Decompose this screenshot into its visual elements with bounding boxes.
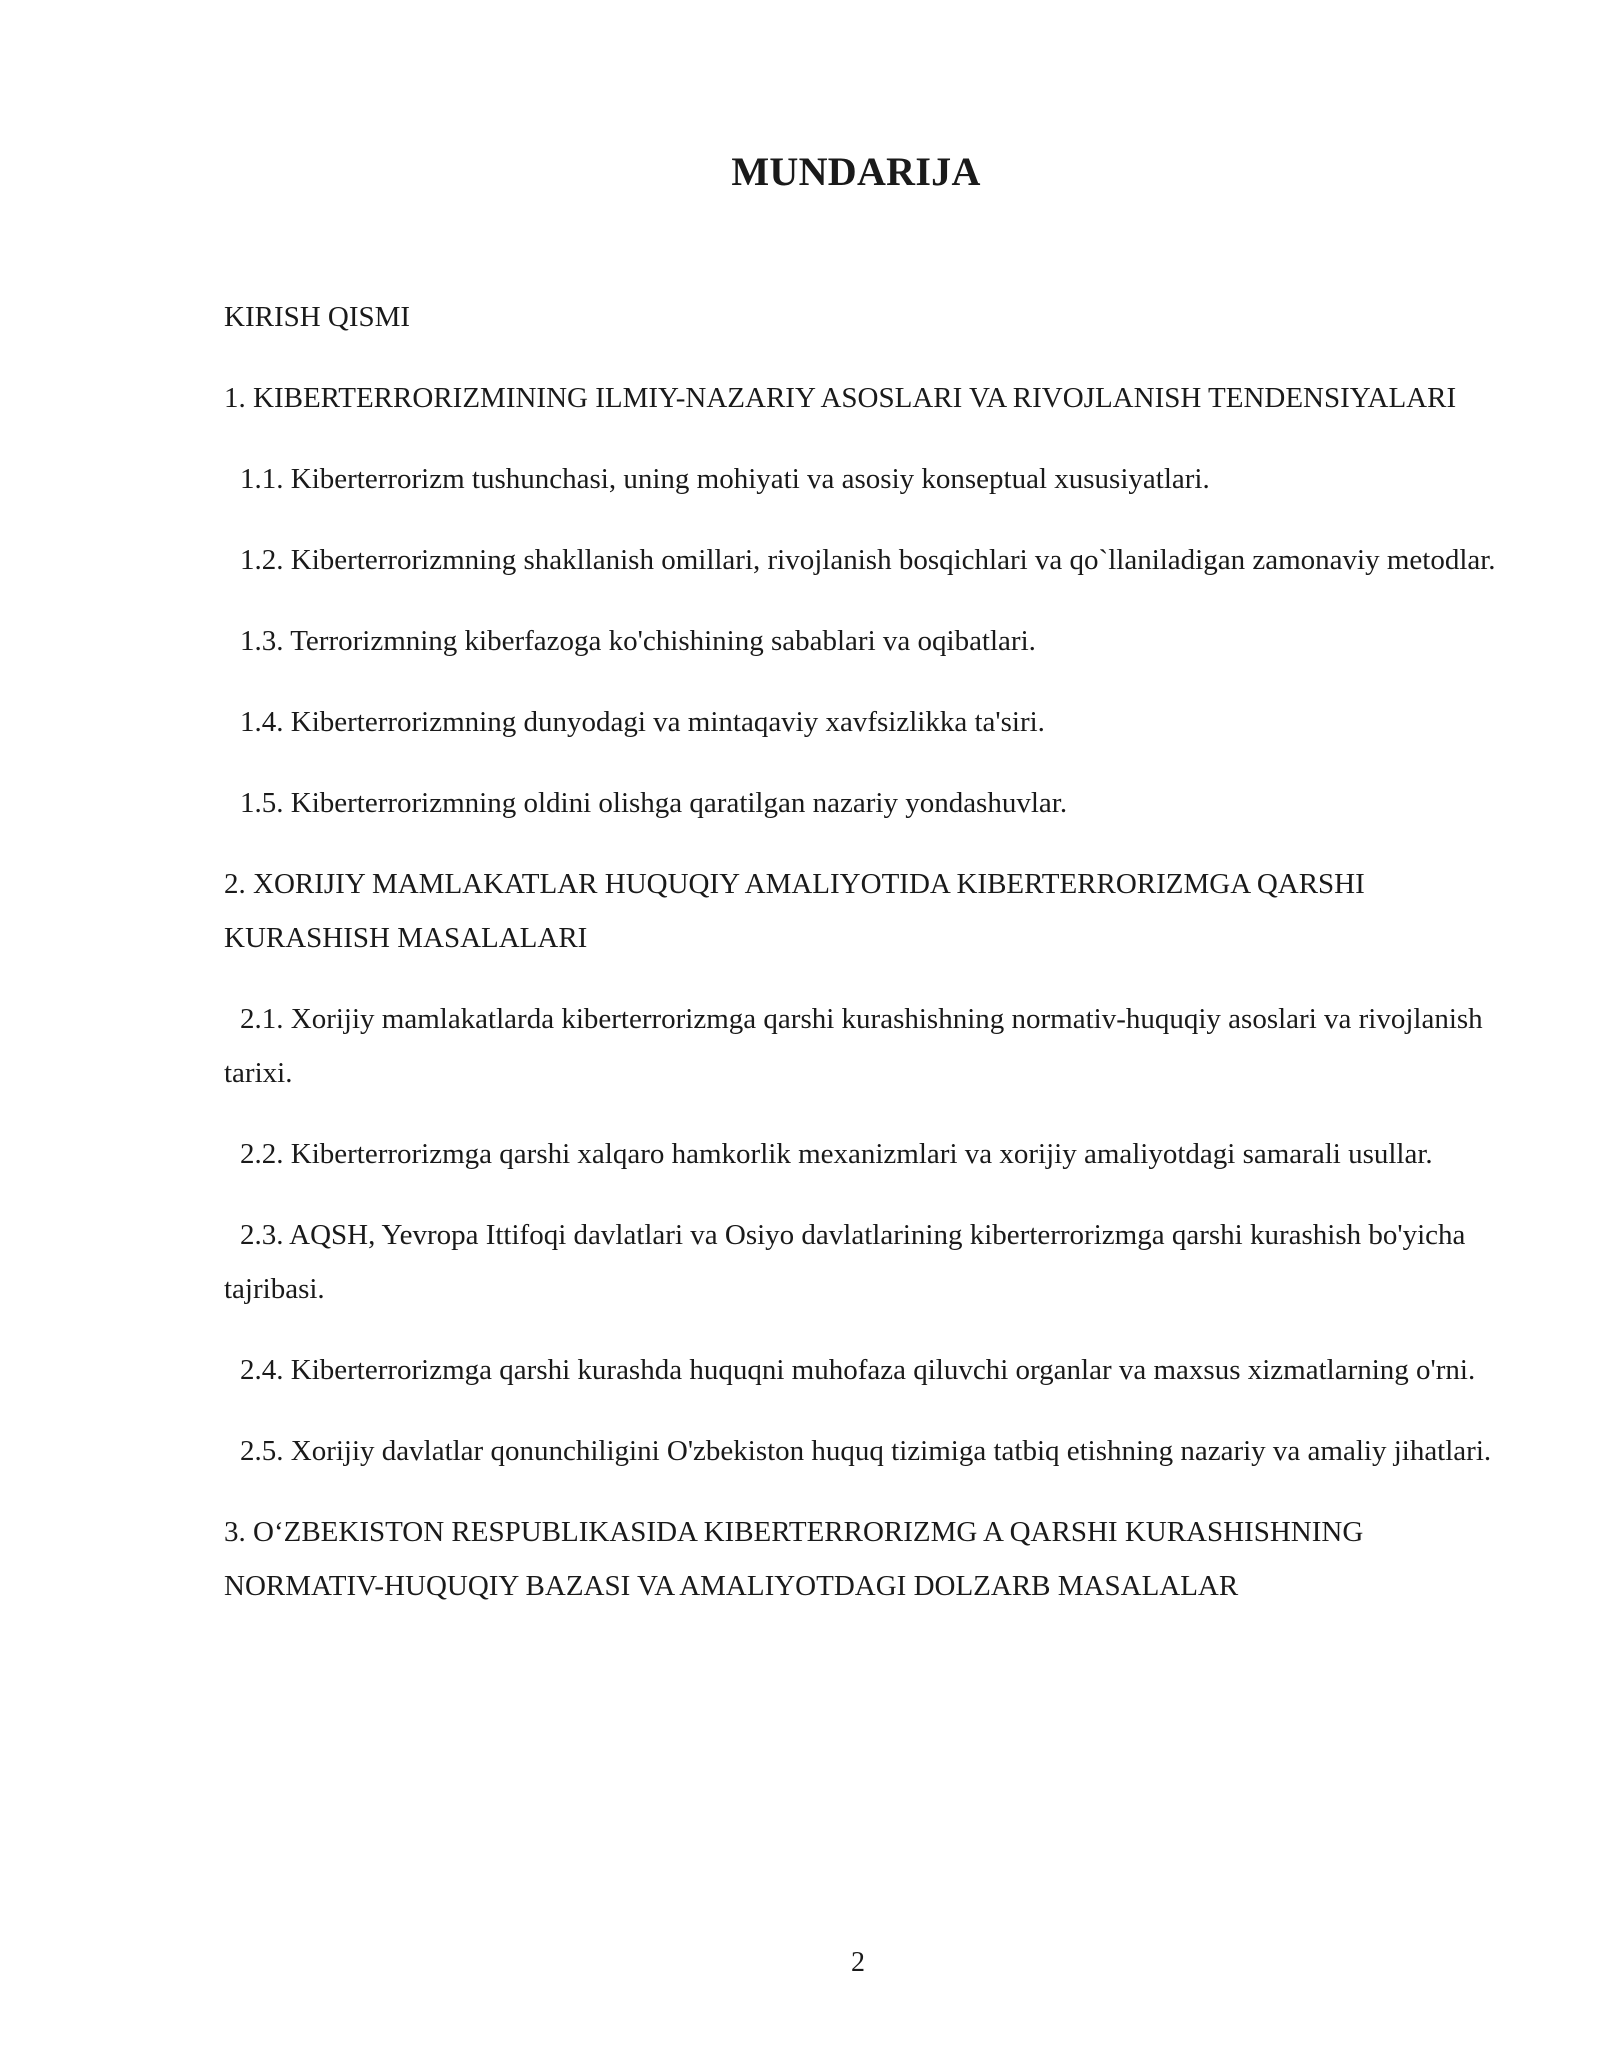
page-title: MUNDARIJA bbox=[731, 149, 981, 194]
toc-entry-section-2-3: 2.3. AQSH, Yevropa Ittifoqi davlatlari va Osiyo davlatlarining kiberterrorizmga qarshi kurashish bo'yicha tajribasi. bbox=[224, 1219, 1466, 1305]
toc-entry-section-1-5: 1.5. Kiberterrorizmning oldini olishga qaratilgan nazariy yondashuvlar. bbox=[240, 787, 1068, 819]
toc-entry-chapter-1: 1. KIBERTERRORIZMINING ILMIY-NAZARIY ASOSLARI VA RIVOJLANISH TENDENSIYALARI bbox=[224, 382, 1457, 414]
toc-entry-section-1-3: 1.3. Terrorizmning kiberfazoga ko'chishining sabablari va oqibatlari. bbox=[240, 625, 1036, 657]
toc-entry-chapter-2: 2. XORIJIY MAMLAKATLAR HUQUQIY AMALIYOTIDA KIBERTERRORIZMGA QARSHI KURASHISH MASALALARI bbox=[224, 868, 1365, 954]
toc-entry-chapter-3: 3. O‘ZBEKISTON RESPUBLIKASIDA KIBERTERRORIZMG A QARSHI KURASHISHNING NORMATIV-HUQUQIY BAZASI VA AMALIYOTDAGI DOLZARB MASALALAR bbox=[224, 1516, 1364, 1602]
toc-entry-section-1-4: 1.4. Kiberterrorizmning dunyodagi va mintaqaviy xavfsizlikka ta'siri. bbox=[240, 706, 1045, 738]
toc-entry-section-2-4: 2.4. Kiberterrorizmga qarshi kurashda huquqni muhofaza qiluvchi organlar va maxsus xizmatlarning o'rni. bbox=[240, 1354, 1476, 1386]
toc-entry-section-1-1: 1.1. Kiberterrorizm tushunchasi, uning mohiyati va asosiy konseptual xususiyatlari. bbox=[240, 463, 1210, 495]
table-of-contents bbox=[224, 290, 1496, 1640]
toc-entry-introduction: KIRISH QISMI bbox=[224, 301, 411, 333]
toc-entry-section-1-2: 1.2. Kiberterrorizmning shakllanish omillari, rivojlanish bosqichlari va qo`llaniladigan zamonaviy metodlar. bbox=[240, 544, 1496, 576]
toc-entry-section-2-5: 2.5. Xorijiy davlatlar qonunchiligini O'zbekiston huquq tizimiga tatbiq etishning nazariy va amaliy jihatlari. bbox=[240, 1435, 1492, 1467]
toc-entry-section-2-2: 2.2. Kiberterrorizmga qarshi xalqaro hamkorlik mexanizmlari va xorijiy amaliyotdagi samarali usullar. bbox=[240, 1138, 1433, 1170]
page-number: 2 bbox=[851, 1947, 865, 1978]
toc-entry-section-2-1: 2.1. Xorijiy mamlakatlarda kiberterrorizmga qarshi kurashishning normativ-huquqiy asoslari va rivojlanish tarixi. bbox=[224, 1003, 1483, 1089]
